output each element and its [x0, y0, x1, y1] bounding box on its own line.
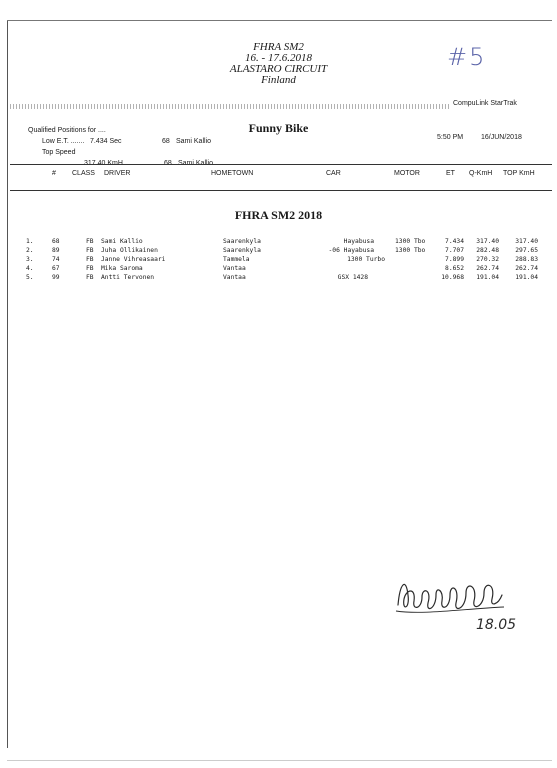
row-position: 4.	[26, 265, 34, 272]
row-q-kmh: 282.48	[476, 247, 499, 254]
low-et-value: 7.434 Sec	[90, 138, 122, 145]
qualified-top-speed	[42, 147, 213, 169]
row-q-kmh: 317.40	[476, 238, 499, 245]
row-top-kmh: 288.83	[515, 256, 538, 263]
row-position: 1.	[26, 238, 34, 245]
row-et: 7.434	[445, 238, 464, 245]
col-motor-header: MOTOR	[394, 170, 420, 177]
class-title: Funny Bike	[248, 121, 309, 135]
row-number: 68	[52, 238, 60, 245]
event-title: FHRA SM2	[253, 41, 304, 53]
event-country: Finland	[261, 74, 296, 86]
row-driver: Sami Kallio	[101, 238, 143, 245]
col-et-header: ET	[446, 170, 455, 177]
row-hometown: Saarenkyla	[223, 238, 261, 245]
table-row	[0, 273, 557, 282]
row-car: -06 Hayabusa	[328, 247, 374, 254]
event-dates: 16. - 17.6.2018	[245, 52, 312, 64]
page-border-bottom	[7, 760, 552, 761]
row-car: GSX 1428	[337, 274, 368, 281]
row-class: FB	[86, 238, 94, 245]
row-hometown: Vantaa	[223, 265, 246, 272]
table-row	[0, 255, 557, 264]
row-number: 89	[52, 247, 60, 254]
row-number: 74	[52, 256, 60, 263]
row-hometown: Tammela	[223, 256, 250, 263]
row-motor: 1300 Tbo	[395, 247, 426, 254]
table-row	[0, 264, 557, 273]
table-row	[0, 237, 557, 246]
handwritten-number: #5	[447, 43, 487, 71]
row-hometown: Vantaa	[223, 274, 246, 281]
row-top-kmh: 297.65	[515, 247, 538, 254]
row-q-kmh: 270.32	[476, 256, 499, 263]
col-num-header: #	[52, 170, 56, 177]
column-header-rule-bottom	[10, 190, 552, 191]
row-class: FB	[86, 247, 94, 254]
row-top-kmh: 191.04	[515, 274, 538, 281]
page-border-top	[7, 20, 552, 21]
row-car: 1300 Turbo	[347, 256, 385, 263]
row-top-kmh: 262.74	[515, 265, 538, 272]
row-driver: Juha Ollikainen	[101, 247, 158, 254]
row-motor: 1300 Tbo	[395, 238, 426, 245]
col-car-header: CAR	[326, 170, 341, 177]
handwritten-signature	[392, 565, 522, 635]
row-et: 7.899	[445, 256, 464, 263]
low-et-label: Low E.T. .......	[42, 138, 85, 145]
row-car: Hayabusa	[343, 238, 374, 245]
results-title: FHRA SM2 2018	[234, 208, 323, 222]
col-qkmh-header: Q-KmH	[469, 170, 493, 177]
row-driver: Janne Vihreasaari	[101, 256, 166, 263]
col-topkmh-header: TOP KmH	[503, 170, 535, 177]
low-et-num: 68	[162, 138, 170, 145]
row-driver: Mika Saroma	[101, 265, 143, 272]
col-hometown-header: HOMETOWN	[211, 170, 254, 177]
col-driver-header: DRIVER	[104, 170, 131, 177]
row-driver: Antti Tervonen	[101, 274, 155, 281]
header-hatch-divider	[10, 104, 450, 109]
row-hometown: Saarenkyla	[223, 247, 261, 254]
row-class: FB	[86, 256, 94, 263]
row-class: FB	[86, 274, 94, 281]
row-q-kmh: 191.04	[476, 274, 499, 281]
row-position: 2.	[26, 247, 34, 254]
row-et: 8.652	[445, 265, 464, 272]
qualified-title: Qualified Positions for ....	[28, 127, 106, 134]
col-class-header: CLASS	[72, 170, 95, 177]
row-number: 67	[52, 265, 60, 272]
signature-date: 18.05	[476, 617, 517, 633]
brand-label: CompuLink StarTrak	[453, 100, 517, 107]
top-speed-label: Top Speed	[42, 149, 76, 156]
row-position: 3.	[26, 256, 34, 263]
row-class: FB	[86, 265, 94, 272]
column-header-rule-top	[10, 164, 552, 165]
row-position: 5.	[26, 274, 34, 281]
row-et: 7.707	[445, 247, 464, 254]
row-et: 10.968	[441, 274, 464, 281]
row-top-kmh: 317.40	[515, 238, 538, 245]
report-date: 16/JUN/2018	[481, 134, 522, 141]
row-number: 99	[52, 274, 60, 281]
low-et-driver: Sami Kallio	[176, 138, 212, 145]
qualified-low-et	[42, 136, 211, 147]
table-row	[0, 246, 557, 255]
report-time: 5:50 PM	[437, 134, 464, 141]
event-venue: ALASTARO CIRCUIT	[229, 63, 328, 75]
row-q-kmh: 262.74	[476, 265, 499, 272]
